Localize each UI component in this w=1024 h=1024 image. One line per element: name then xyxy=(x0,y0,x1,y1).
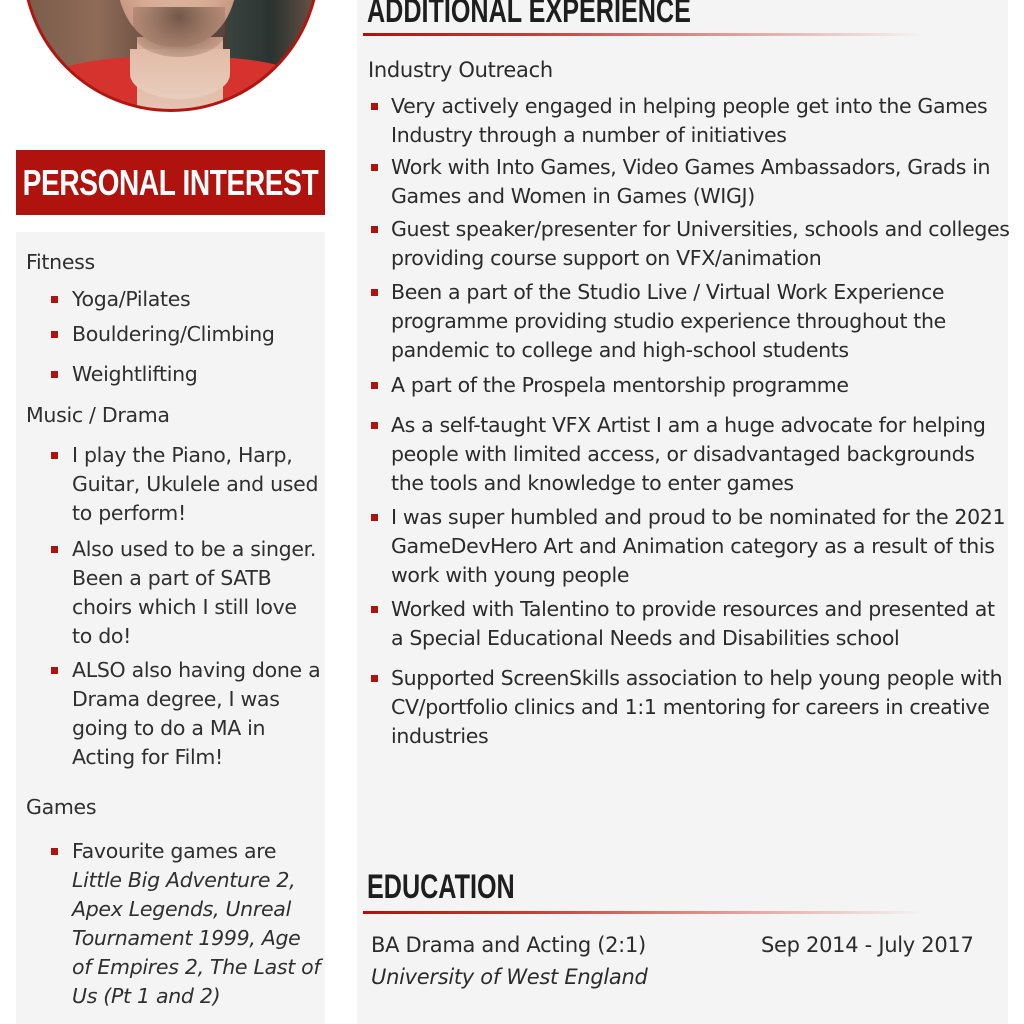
bullet-square-icon xyxy=(371,606,378,613)
list-item: I play the Piano, Harp, Guitar, Ukulele and used to perform! xyxy=(72,441,322,528)
bullet-square-icon xyxy=(371,382,378,389)
list-item: Favourite games are Little Big Adventure 2, Apex Legends, Unreal Tournament 1999, Age of Empires 2, The Last of Us (Pt 1 and 2) xyxy=(72,837,322,1011)
bullet-square-icon xyxy=(371,226,378,233)
personal-interest-banner xyxy=(16,150,325,215)
photo-beard xyxy=(133,7,225,57)
list-item: Weightlifting xyxy=(72,360,322,389)
list-item: Yoga/Pilates xyxy=(72,285,322,314)
subheading-industry-outreach: Industry Outreach xyxy=(368,58,553,82)
section-divider xyxy=(363,33,923,36)
list-item: Work with Into Games, Video Games Ambassadors, Grads in Games and Women in Games (WIGJ) xyxy=(391,153,1011,211)
bullet-square-icon xyxy=(371,422,378,429)
bullet-square-icon xyxy=(371,514,378,521)
education-dates: Sep 2014 - July 2017 xyxy=(761,933,974,957)
bullet-square-icon xyxy=(371,289,378,296)
education-degree: BA Drama and Acting (2:1) xyxy=(371,933,646,957)
section-title-additional-experience: ADDITIONAL EXPERIENCE xyxy=(367,0,691,30)
list-item: Also used to be a singer. Been a part of SATB choirs which I still love to do! xyxy=(72,535,322,651)
section-title-education: EDUCATION xyxy=(367,868,515,906)
list-item: Supported ScreenSkills association to help young people with CV/portfolio clinics and 1:1 mentoring for careers in creative industries xyxy=(391,664,1011,751)
bullet-square-icon xyxy=(51,667,58,674)
list-item: Very actively engaged in helping people get into the Games Industry through a number of initiatives xyxy=(391,92,1011,150)
education-school: University of West England xyxy=(371,965,648,989)
category-fitness: Fitness xyxy=(26,250,95,274)
main-panel xyxy=(357,0,1008,1024)
list-item: Worked with Talentino to provide resources and presented at a Special Educational Needs and Disabilities school xyxy=(391,595,1011,653)
bullet-square-icon xyxy=(51,296,58,303)
favourite-games-list: Little Big Adventure 2, Apex Legends, Unreal Tournament 1999, Age of Empires 2, The Last of Us (Pt 1 and 2) xyxy=(72,868,321,1008)
section-divider xyxy=(363,911,923,914)
bullet-square-icon xyxy=(51,546,58,553)
list-item: A part of the Prospela mentorship programme xyxy=(391,371,1011,400)
bullet-square-icon xyxy=(371,164,378,171)
bullet-square-icon xyxy=(51,331,58,338)
bullet-square-icon xyxy=(371,103,378,110)
bullet-square-icon xyxy=(51,371,58,378)
personal-interest-panel xyxy=(16,232,325,1024)
list-item: Been a part of the Studio Live / Virtual Work Experience programme providing studio experience throughout the pandemic to college and high-school students xyxy=(391,278,1011,365)
list-item: Guest speaker/presenter for Universities, schools and colleges providing course support on VFX/animation xyxy=(391,215,1011,273)
category-games: Games xyxy=(26,795,97,819)
bullet-square-icon xyxy=(51,452,58,459)
profile-photo xyxy=(22,0,320,112)
bullet-square-icon xyxy=(371,675,378,682)
banner-title: PERSONAL INTEREST xyxy=(22,161,319,203)
list-item: I was super humbled and proud to be nominated for the 2021 GameDevHero Art and Animation category as a result of this work with young people xyxy=(391,503,1011,590)
list-item: As a self-taught VFX Artist I am a huge advocate for helping people with limited access, or disadvantaged backgrounds the tools and knowledge to enter games xyxy=(391,411,1011,498)
bullet-square-icon xyxy=(51,848,58,855)
category-music-drama: Music / Drama xyxy=(26,403,170,427)
list-item: Bouldering/Climbing xyxy=(72,320,322,349)
list-item: ALSO also having done a Drama degree, I was going to do a MA in Acting for Film! xyxy=(72,656,322,772)
